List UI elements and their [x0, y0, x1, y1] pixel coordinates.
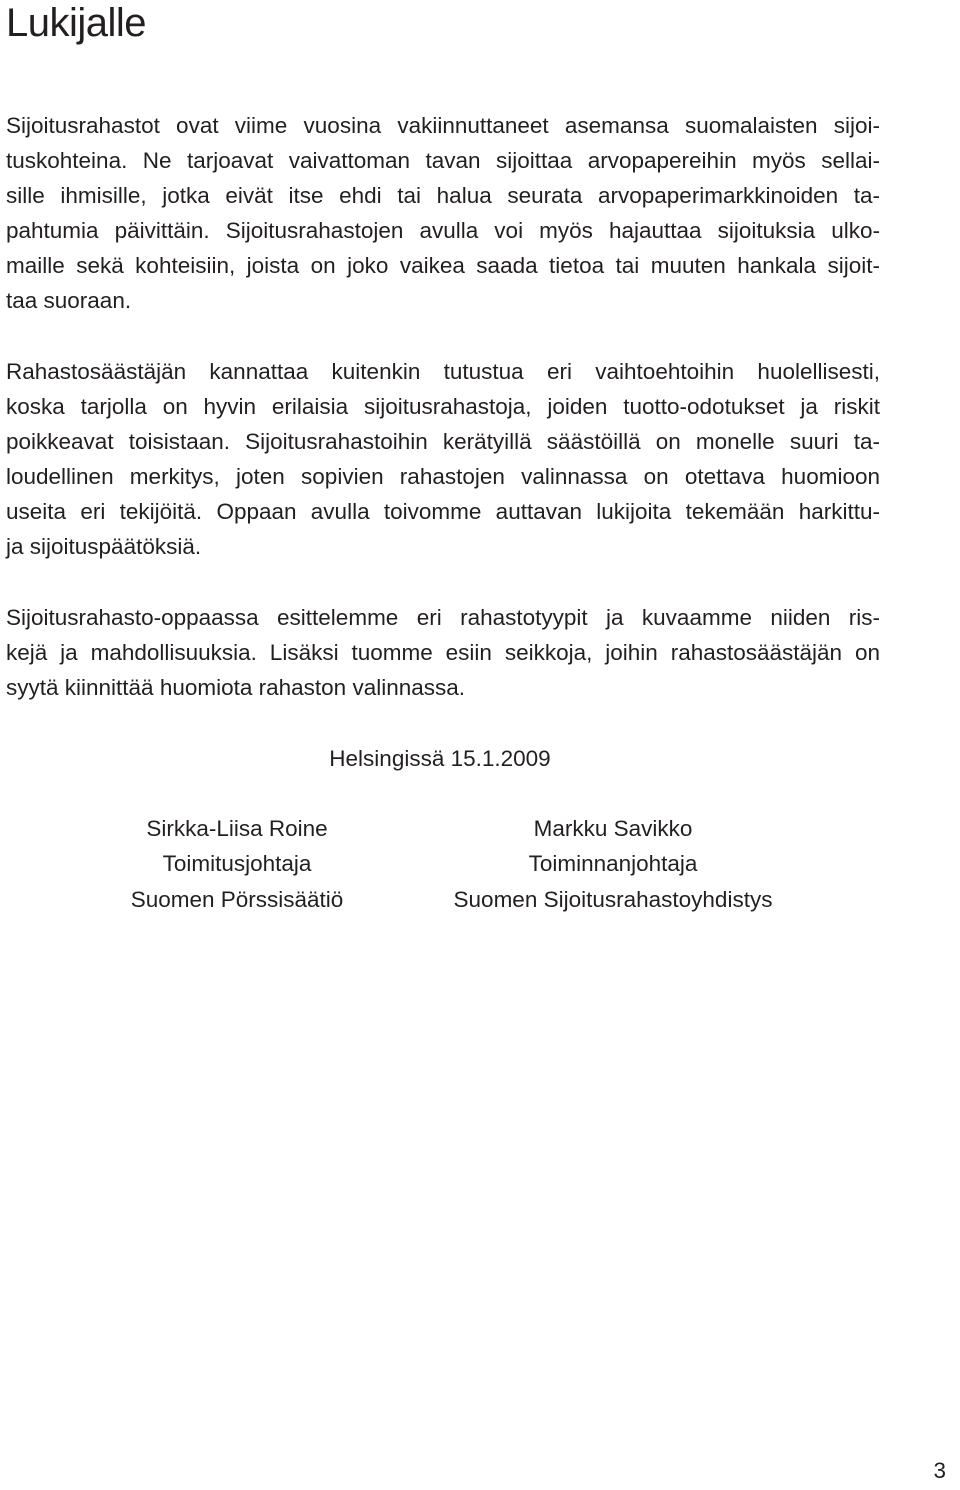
paragraph-line: koska tarjolla on hyvin erilaisia sijoitusrahastoja, joiden tuotto-odotukset ja riskit — [6, 394, 880, 419]
paragraph-line: maille sekä kohteisiin, joista on joko vaikea saada tietoa tai muuten hankala sijoit- — [6, 253, 880, 278]
paragraph-line: poikkeavat toisistaan. Sijoitusrahastoihin kerätyillä säästöillä on monelle suuri ta- — [6, 429, 880, 454]
paragraph-line: Sijoitusrahastot ovat viime vuosina vakiinnuttaneet asemansa suomalaisten sijoi- — [6, 113, 880, 138]
page-title: Lukijalle — [6, 1, 147, 45]
paragraph-line: kejä ja mahdollisuuksia. Lisäksi tuomme esiin seikkoja, joihin rahastosäästäjän on — [6, 640, 880, 665]
place-date: Helsingissä 15.1.2009 — [329, 746, 551, 771]
signatory-organization: Suomen Pörssisäätiö — [130, 887, 344, 912]
paragraph-line: Sijoitusrahasto-oppaassa esittelemme eri rahastotyypit ja kuvaamme niiden ris- — [6, 605, 880, 630]
signatory-organization: Suomen Sijoitusrahastoyhdistys — [453, 887, 773, 912]
signatory-name: Sirkka-Liisa Roine — [146, 816, 328, 841]
signatory-role: Toiminnanjohtaja — [528, 851, 698, 876]
paragraph-line: syytä kiinnittää huomiota rahaston valinnassa. — [6, 675, 466, 700]
paragraph-line: ja sijoituspäätöksiä. — [6, 534, 202, 559]
signatory-role: Toimitusjohtaja — [162, 851, 312, 876]
paragraph-line: useita eri tekijöitä. Oppaan avulla toivomme auttavan lukijoita tekemään harkittu- — [6, 499, 880, 524]
page-number: 3 — [933, 1458, 946, 1483]
paragraph-line: pahtumia päivittäin. Sijoitusrahastojen avulla voi myös hajauttaa sijoituksia ulko- — [6, 218, 880, 243]
paragraph-line: loudellinen merkitys, joten sopivien rahastojen valinnassa on otettava huomioon — [6, 464, 880, 489]
paragraph-line: Rahastosäästäjän kannattaa kuitenkin tutustua eri vaihtoehtoihin huolellisesti, — [6, 359, 880, 384]
paragraph-line: tuskohteina. Ne tarjoavat vaivattoman tavan sijoittaa arvopapereihin myös sellai- — [6, 148, 880, 173]
paragraph-line: sille ihmisille, jotka eivät itse ehdi tai halua seurata arvopaperimarkkinoiden ta- — [6, 183, 880, 208]
paragraph-line: taa suoraan. — [6, 288, 132, 313]
signatory-name: Markku Savikko — [533, 816, 693, 841]
